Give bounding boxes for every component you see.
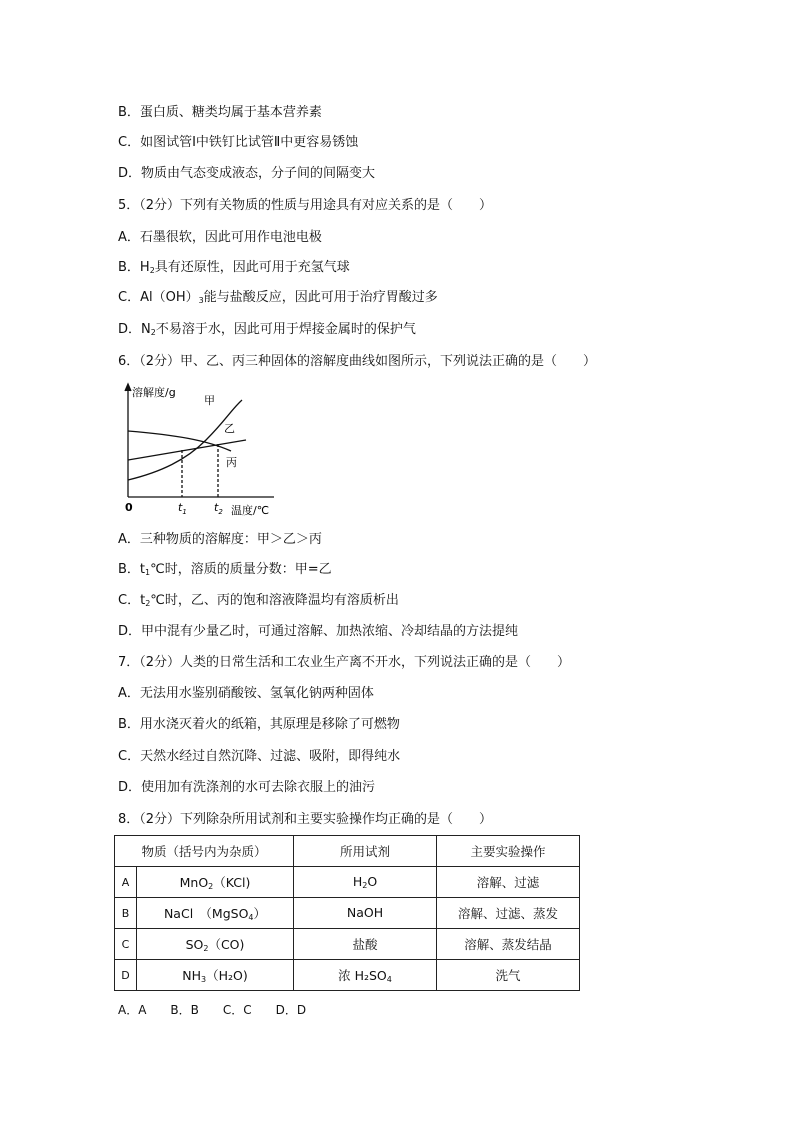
subscript: 2: [362, 881, 368, 890]
t: t: [178, 501, 183, 514]
text: B．t: [118, 562, 146, 577]
cell-substance: [137, 960, 294, 991]
sub: 2: [218, 508, 223, 516]
y-axis-label: 溶解度/g: [132, 386, 176, 399]
curve-bing: [128, 431, 231, 451]
q5-option-a: A．石墨很软，因此可用作电池电极: [118, 230, 322, 245]
header-operation: 主要实验操作: [437, 836, 580, 867]
text: （KCl): [213, 875, 251, 890]
x-axis-label: 温度/℃: [231, 504, 270, 517]
text: ）: [253, 906, 267, 921]
text: 能与盐酸反应，因此可用于治疗胃酸过多: [203, 290, 438, 305]
subscript: 4: [248, 913, 254, 922]
t2-label: [214, 501, 223, 516]
y-axis-arrow: [125, 384, 131, 391]
q7-stem: 7．（2分）人类的日常生活和工农业生产离不开水，下列说法正确的是（ ）: [118, 655, 571, 670]
text: NaCl （MgSO: [163, 906, 249, 921]
q5-option-c: [118, 290, 438, 309]
table-row: [115, 898, 580, 929]
table-header-row: [115, 836, 580, 867]
text: MnO: [179, 875, 209, 890]
cell-operation: 溶解、过滤、蒸发: [437, 898, 580, 929]
cell-substance: [137, 898, 294, 929]
subscript: 2: [208, 882, 214, 891]
header-reagent: 所用试剂: [294, 836, 437, 867]
q8-table: [114, 835, 580, 991]
cell-reagent: [294, 929, 437, 960]
q6-option-c: [118, 593, 399, 612]
q5-option-b: [118, 260, 350, 279]
q6-option-b: [118, 562, 332, 581]
text: D．N: [118, 322, 151, 337]
sub: 1: [182, 508, 187, 516]
text: ℃时，乙、丙的饱和溶液降温均有溶质析出: [150, 593, 399, 608]
subscript: 3: [201, 975, 207, 984]
text: NaOH: [346, 905, 384, 920]
text: H: [352, 874, 363, 889]
q6-option-d: D．甲中混有少量乙时，可通过溶解、加热浓缩、冷却结晶的方法提纯: [118, 624, 519, 639]
t1-label: [178, 501, 187, 516]
q4-option-d: D．物质由气态变成液态，分子间的间隔变大: [118, 166, 376, 181]
label-bing: 丙: [226, 456, 237, 469]
cell-operation: 溶解、过滤: [437, 867, 580, 898]
curve-jia: [128, 400, 242, 480]
solubility-curve-figure: [116, 380, 281, 520]
cell-operation: 洗气: [437, 960, 580, 991]
q6-stem: 6．（2分）甲、乙、丙三种固体的溶解度曲线如图所示，下列说法正确的是（ ）: [118, 354, 597, 369]
row-label: A: [115, 867, 137, 898]
cell-reagent: [294, 960, 437, 991]
text: （CO): [208, 937, 245, 952]
label-jia: 甲: [204, 394, 215, 407]
q5-stem: 5．（2分）下列有关物质的性质与用途具有对应关系的是（ ）: [118, 198, 493, 213]
text: C．Al（OH）: [118, 290, 199, 305]
text: NH: [182, 968, 201, 983]
subscript: 2: [149, 266, 155, 275]
text: ℃时，溶质的质量分数：甲=乙: [150, 562, 332, 577]
header-substance: 物质（括号内为杂质）: [115, 836, 294, 867]
q7-option-c: C．天然水经过自然沉降、过滤、吸附，即得纯水: [118, 749, 401, 764]
text: B．H: [118, 260, 150, 275]
cell-reagent: [294, 898, 437, 929]
cell-substance: [137, 929, 294, 960]
label-yi: 乙: [224, 422, 235, 435]
subscript: 3: [198, 296, 204, 305]
q7-option-d: D．使用加有洗涤剂的水可去除衣服上的油污: [118, 780, 376, 795]
subscript: 2: [203, 944, 209, 953]
q7-option-b: B．用水浇灭着火的纸箱，其原理是移除了可燃物: [118, 717, 400, 732]
text: 具有还原性，因此可用于充氢气球: [154, 260, 350, 275]
q6-option-a: A．三种物质的溶解度：甲＞乙＞丙: [118, 532, 322, 547]
cell-operation: 溶解、蒸发结晶: [437, 929, 580, 960]
text: O: [367, 874, 378, 889]
text: 浓 H₂SO: [338, 968, 387, 983]
row-label: C: [115, 929, 137, 960]
cell-substance: [137, 867, 294, 898]
table-row: [115, 960, 580, 991]
origin-label: 0: [125, 501, 133, 514]
table-row: [115, 929, 580, 960]
q8-stem: 8．（2分）下列除杂所用试剂和主要实验操作均正确的是（ ）: [118, 812, 493, 827]
text: C．t: [118, 593, 146, 608]
row-label: D: [115, 960, 137, 991]
cell-reagent: [294, 867, 437, 898]
row-label: B: [115, 898, 137, 929]
text: 不易溶于水，因此可用于焊接金属时的保护气: [155, 322, 416, 337]
text: SO: [185, 937, 204, 952]
subscript: 1: [145, 568, 151, 577]
q4-option-c: C．如图试管Ⅰ中铁钉比试管Ⅱ中更容易锈蚀: [118, 135, 359, 150]
text: 盐酸: [352, 937, 378, 952]
q5-option-d: [118, 322, 416, 341]
subscript: 4: [386, 975, 392, 984]
table-row: [115, 867, 580, 898]
subscript: 2: [150, 328, 156, 337]
q4-option-b: B．蛋白质、糖类均属于基本营养素: [118, 105, 322, 120]
t: t: [214, 501, 219, 514]
q8-answer-options: A．A B．B C．C D．D: [118, 1003, 307, 1017]
subscript: 2: [145, 599, 151, 608]
text: （H₂O): [206, 968, 248, 983]
q7-option-a: A．无法用水鉴别硝酸铵、氢氧化钠两种固体: [118, 686, 374, 701]
